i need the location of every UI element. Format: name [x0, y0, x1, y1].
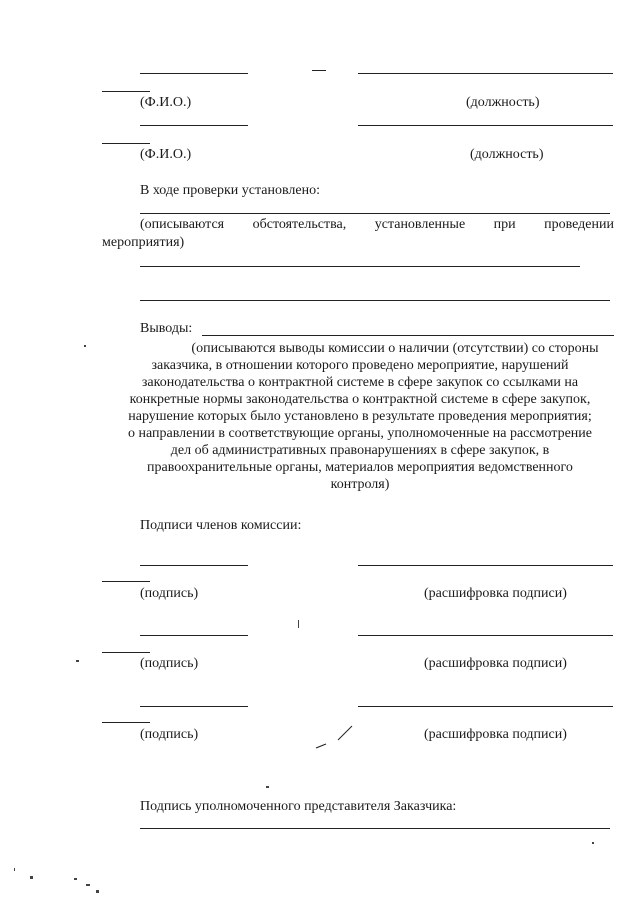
conclusions-hint-line: заказчика, в отношении которого проведено мероприятие, нарушений	[151, 358, 569, 373]
conclusions-hint-line: о направлении в соответствующие органы, уполномоченные на рассмотрение	[128, 426, 592, 441]
scan-speck	[76, 660, 79, 662]
conclusions-hint-line: конкретные нормы законодательства о контрактной системе в сфере закупок,	[129, 392, 591, 407]
signature-label: (подпись)	[140, 656, 199, 671]
name-label: (Ф.И.О.)	[140, 95, 192, 110]
conclusions-hint-line: контроля)	[330, 477, 390, 492]
signature-line	[140, 635, 248, 636]
scan-speck	[592, 842, 594, 844]
customer-signature-line	[140, 828, 610, 829]
conclusions-hint-line: дел об административных правонарушениях в сфере закупок, в	[170, 443, 550, 458]
position-label: (должность)	[470, 147, 544, 162]
fill-line	[140, 300, 610, 301]
scan-speck	[86, 884, 90, 886]
fill-line	[140, 213, 610, 214]
signature-line	[140, 565, 248, 566]
pen-stroke-mark	[314, 722, 354, 750]
left-margin-line	[102, 652, 150, 653]
decode-label: (расшифровка подписи)	[424, 656, 567, 671]
left-margin-line	[102, 91, 150, 92]
inspection-hint	[102, 216, 614, 252]
position-line	[358, 73, 613, 74]
decode-line	[358, 706, 613, 707]
scan-speck	[30, 876, 33, 879]
inspection-hint-line: мероприятия)	[102, 235, 185, 250]
position-line	[358, 125, 613, 126]
inspection-hint-line: (описываются обстоятельства, установленные при проведении	[140, 217, 614, 232]
scan-speck	[96, 890, 99, 893]
decode-label: (расшифровка подписи)	[424, 727, 567, 742]
conclusions-hint-line: правоохранительные органы, материалов мероприятия ведомственного	[147, 460, 573, 475]
signature-label: (подпись)	[140, 727, 199, 742]
decode-label: (расшифровка подписи)	[424, 586, 567, 601]
fill-line	[202, 335, 614, 336]
decode-line	[358, 635, 613, 636]
name-line	[140, 73, 248, 74]
scan-speck	[14, 868, 15, 871]
conclusions-label: Выводы:	[140, 321, 193, 336]
conclusions-hint-line: нарушение которых было установлено в результате проведения мероприятия;	[128, 409, 592, 424]
decode-line	[358, 565, 613, 566]
dash-mark	[312, 70, 326, 71]
scan-speck	[84, 345, 86, 347]
conclusions-hint-line: (описываются выводы комиссии о наличии (отсутствии) со стороны	[191, 341, 599, 356]
left-margin-line	[102, 143, 150, 144]
left-margin-line	[102, 581, 150, 582]
inspection-heading: В ходе проверки установлено:	[140, 183, 320, 198]
conclusions-hint	[100, 340, 620, 493]
customer-signature-heading: Подпись уполномоченного представителя Заказчика:	[140, 799, 457, 814]
signatures-heading: Подписи членов комиссии:	[140, 518, 302, 533]
scan-speck	[266, 786, 269, 788]
fill-line	[140, 266, 580, 267]
name-line	[140, 125, 248, 126]
signature-label: (подпись)	[140, 586, 199, 601]
position-label: (должность)	[466, 95, 540, 110]
scan-speck	[74, 878, 77, 880]
scan-speck	[298, 620, 299, 628]
signature-line	[140, 706, 248, 707]
left-margin-line	[102, 722, 150, 723]
name-label: (Ф.И.О.)	[140, 147, 192, 162]
conclusions-hint-line: законодательства о контрактной системе в сфере закупок со ссылками на	[141, 375, 579, 390]
